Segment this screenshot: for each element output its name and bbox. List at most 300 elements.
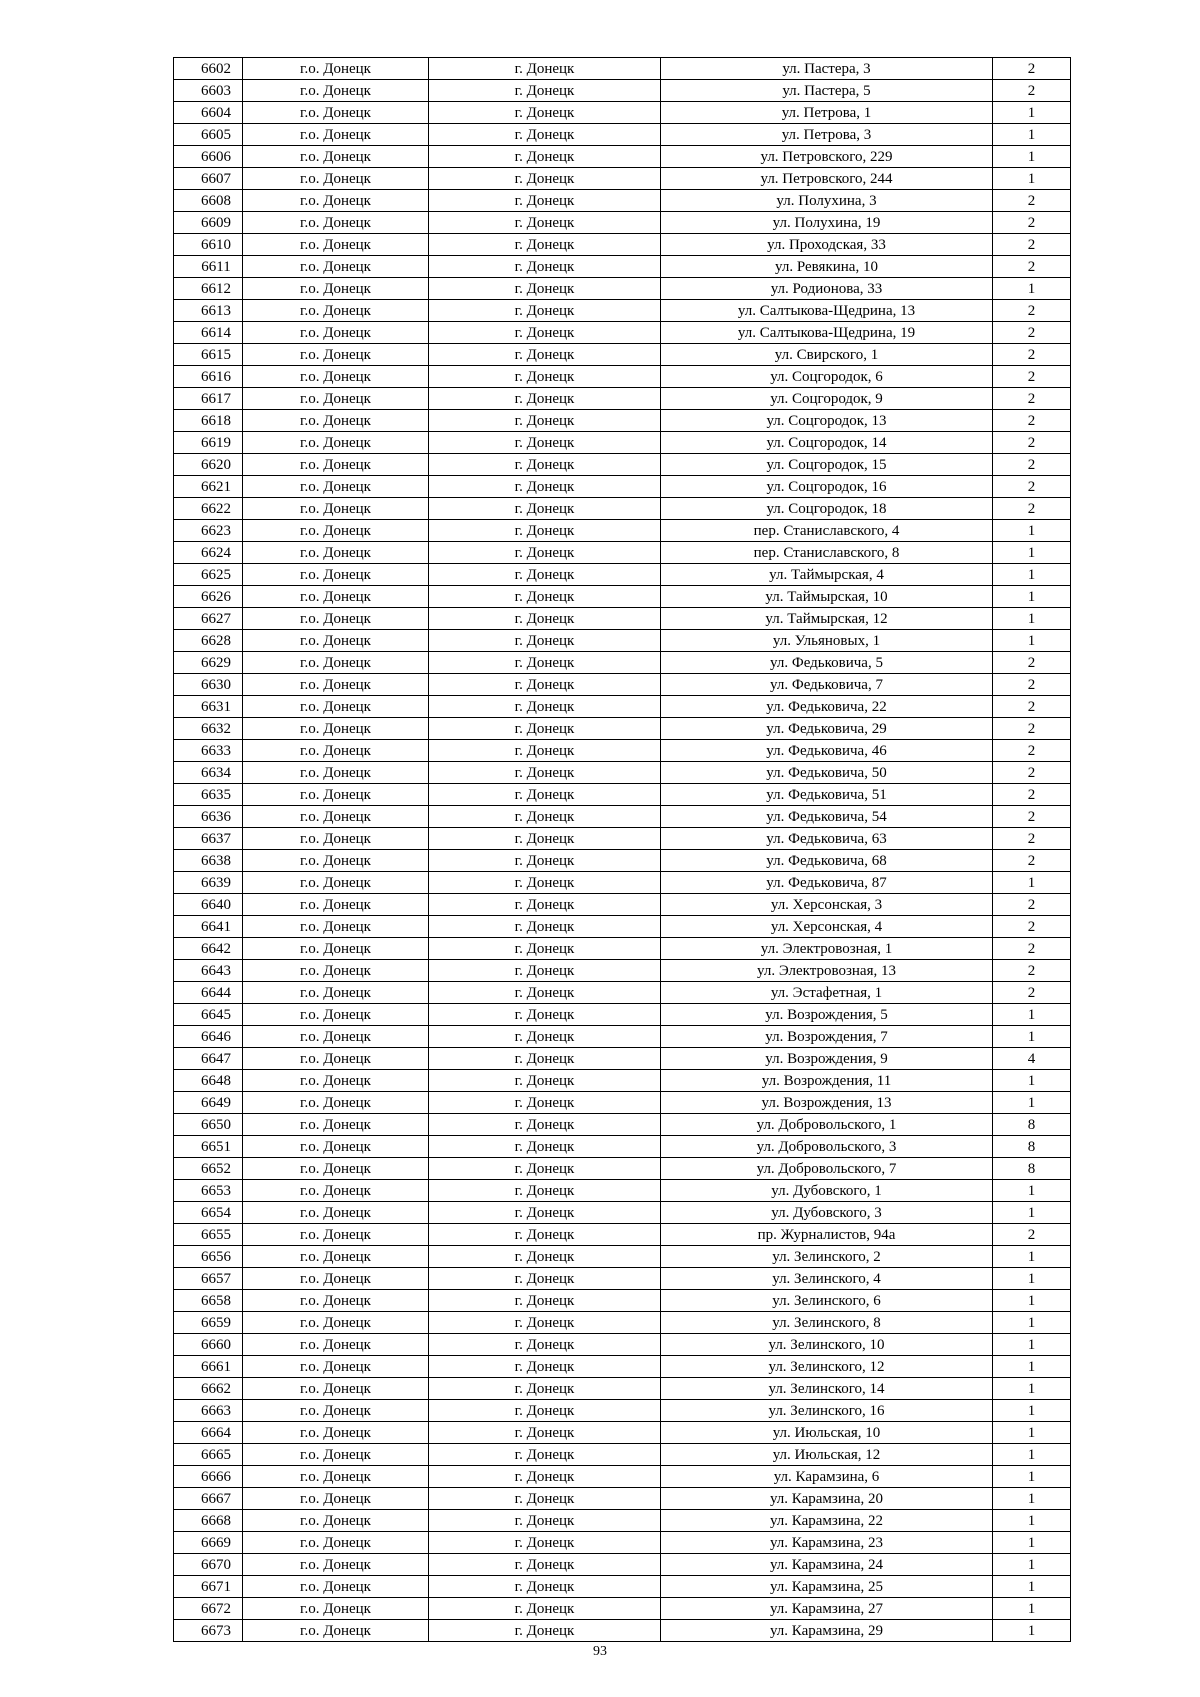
count-cell: 2 — [993, 850, 1071, 872]
settlement-cell: г. Донецк — [429, 630, 661, 652]
row-number-cell: 6668 — [174, 1510, 243, 1532]
settlement-cell: г. Донецк — [429, 938, 661, 960]
table-row — [174, 1576, 1071, 1598]
street-address-cell: ул. Зелинского, 12 — [661, 1356, 993, 1378]
count-cell: 1 — [993, 1092, 1071, 1114]
street-address-cell: ул. Добровольского, 1 — [661, 1114, 993, 1136]
table-row — [174, 212, 1071, 234]
municipal-district-cell: г.о. Донецк — [243, 454, 429, 476]
street-address-cell: ул. Петрова, 3 — [661, 124, 993, 146]
municipal-district-cell: г.о. Донецк — [243, 1532, 429, 1554]
row-number-cell: 6606 — [174, 146, 243, 168]
table-row — [174, 872, 1071, 894]
street-address-cell: ул. Ульяновых, 1 — [661, 630, 993, 652]
count-cell: 1 — [993, 1444, 1071, 1466]
count-cell: 2 — [993, 256, 1071, 278]
settlement-cell: г. Донецк — [429, 1290, 661, 1312]
row-number-cell: 6622 — [174, 498, 243, 520]
municipal-district-cell: г.о. Донецк — [243, 784, 429, 806]
table-row — [174, 564, 1071, 586]
table-row — [174, 498, 1071, 520]
settlement-cell: г. Донецк — [429, 520, 661, 542]
table-row — [174, 190, 1071, 212]
street-address-cell: ул. Карамзина, 20 — [661, 1488, 993, 1510]
settlement-cell: г. Донецк — [429, 872, 661, 894]
count-cell: 2 — [993, 938, 1071, 960]
street-address-cell: ул. Электровозная, 13 — [661, 960, 993, 982]
table-row — [174, 1268, 1071, 1290]
table-row — [174, 1356, 1071, 1378]
table-row — [174, 80, 1071, 102]
row-number-cell: 6613 — [174, 300, 243, 322]
count-cell: 1 — [993, 872, 1071, 894]
count-cell: 2 — [993, 784, 1071, 806]
table-row — [174, 322, 1071, 344]
municipal-district-cell: г.о. Донецк — [243, 872, 429, 894]
row-number-cell: 6607 — [174, 168, 243, 190]
municipal-district-cell: г.о. Донецк — [243, 476, 429, 498]
table-row — [174, 630, 1071, 652]
settlement-cell: г. Донецк — [429, 1444, 661, 1466]
row-number-cell: 6616 — [174, 366, 243, 388]
count-cell: 2 — [993, 960, 1071, 982]
settlement-cell: г. Донецк — [429, 828, 661, 850]
count-cell: 2 — [993, 388, 1071, 410]
municipal-district-cell: г.о. Донецк — [243, 1202, 429, 1224]
municipal-district-cell: г.о. Донецк — [243, 1400, 429, 1422]
street-address-cell: ул. Родионова, 33 — [661, 278, 993, 300]
count-cell: 2 — [993, 674, 1071, 696]
street-address-cell: ул. Возрождения, 11 — [661, 1070, 993, 1092]
municipal-district-cell: г.о. Донецк — [243, 718, 429, 740]
municipal-district-cell: г.о. Донецк — [243, 1510, 429, 1532]
municipal-district-cell: г.о. Донецк — [243, 938, 429, 960]
row-number-cell: 6630 — [174, 674, 243, 696]
table-row — [174, 542, 1071, 564]
settlement-cell: г. Донецк — [429, 146, 661, 168]
settlement-cell: г. Донецк — [429, 1620, 661, 1642]
street-address-cell: ул. Федьковича, 7 — [661, 674, 993, 696]
row-number-cell: 6669 — [174, 1532, 243, 1554]
settlement-cell: г. Донецк — [429, 1158, 661, 1180]
street-address-cell: ул. Дубовского, 1 — [661, 1180, 993, 1202]
table-row — [174, 454, 1071, 476]
row-number-cell: 6640 — [174, 894, 243, 916]
row-number-cell: 6618 — [174, 410, 243, 432]
street-address-cell: ул. Херсонская, 3 — [661, 894, 993, 916]
settlement-cell: г. Донецк — [429, 124, 661, 146]
address-table-body — [174, 58, 1071, 1642]
table-row — [174, 1510, 1071, 1532]
row-number-cell: 6662 — [174, 1378, 243, 1400]
table-row — [174, 1378, 1071, 1400]
table-row — [174, 608, 1071, 630]
settlement-cell: г. Донецк — [429, 388, 661, 410]
settlement-cell: г. Донецк — [429, 542, 661, 564]
table-row — [174, 1488, 1071, 1510]
row-number-cell: 6667 — [174, 1488, 243, 1510]
row-number-cell: 6602 — [174, 58, 243, 80]
municipal-district-cell: г.о. Донецк — [243, 916, 429, 938]
settlement-cell: г. Донецк — [429, 1532, 661, 1554]
row-number-cell: 6631 — [174, 696, 243, 718]
street-address-cell: ул. Петровского, 229 — [661, 146, 993, 168]
table-row — [174, 674, 1071, 696]
street-address-cell: ул. Карамзина, 24 — [661, 1554, 993, 1576]
row-number-cell: 6610 — [174, 234, 243, 256]
street-address-cell: ул. Федьковича, 51 — [661, 784, 993, 806]
street-address-cell: ул. Таймырская, 10 — [661, 586, 993, 608]
municipal-district-cell: г.о. Донецк — [243, 1334, 429, 1356]
table-row — [174, 960, 1071, 982]
count-cell: 1 — [993, 630, 1071, 652]
settlement-cell: г. Донецк — [429, 1114, 661, 1136]
count-cell: 1 — [993, 278, 1071, 300]
row-number-cell: 6672 — [174, 1598, 243, 1620]
settlement-cell: г. Донецк — [429, 1246, 661, 1268]
table-row — [174, 1004, 1071, 1026]
municipal-district-cell: г.о. Донецк — [243, 234, 429, 256]
municipal-district-cell: г.о. Донецк — [243, 608, 429, 630]
row-number-cell: 6645 — [174, 1004, 243, 1026]
street-address-cell: пер. Станиславского, 4 — [661, 520, 993, 542]
settlement-cell: г. Донецк — [429, 1422, 661, 1444]
municipal-district-cell: г.о. Донецк — [243, 696, 429, 718]
count-cell: 1 — [993, 1532, 1071, 1554]
street-address-cell: ул. Петрова, 1 — [661, 102, 993, 124]
table-row — [174, 1202, 1071, 1224]
street-address-cell: ул. Зелинского, 10 — [661, 1334, 993, 1356]
row-number-cell: 6636 — [174, 806, 243, 828]
municipal-district-cell: г.о. Донецк — [243, 432, 429, 454]
settlement-cell: г. Донецк — [429, 498, 661, 520]
street-address-cell: ул. Полухина, 3 — [661, 190, 993, 212]
municipal-district-cell: г.о. Донецк — [243, 652, 429, 674]
street-address-cell: ул. Федьковича, 46 — [661, 740, 993, 762]
municipal-district-cell: г.о. Донецк — [243, 1246, 429, 1268]
street-address-cell: ул. Проходская, 33 — [661, 234, 993, 256]
row-number-cell: 6611 — [174, 256, 243, 278]
address-table — [173, 57, 1071, 1642]
row-number-cell: 6617 — [174, 388, 243, 410]
table-row — [174, 1422, 1071, 1444]
municipal-district-cell: г.о. Донецк — [243, 674, 429, 696]
table-row — [174, 1224, 1071, 1246]
settlement-cell: г. Донецк — [429, 278, 661, 300]
row-number-cell: 6651 — [174, 1136, 243, 1158]
table-row — [174, 850, 1071, 872]
row-number-cell: 6633 — [174, 740, 243, 762]
settlement-cell: г. Донецк — [429, 696, 661, 718]
street-address-cell: ул. Федьковича, 63 — [661, 828, 993, 850]
settlement-cell: г. Донецк — [429, 476, 661, 498]
settlement-cell: г. Донецк — [429, 1400, 661, 1422]
street-address-cell: ул. Карамзина, 25 — [661, 1576, 993, 1598]
count-cell: 1 — [993, 1290, 1071, 1312]
row-number-cell: 6604 — [174, 102, 243, 124]
table-row — [174, 278, 1071, 300]
municipal-district-cell: г.о. Донецк — [243, 344, 429, 366]
municipal-district-cell: г.о. Донецк — [243, 520, 429, 542]
row-number-cell: 6626 — [174, 586, 243, 608]
street-address-cell: ул. Карамзина, 6 — [661, 1466, 993, 1488]
municipal-district-cell: г.о. Донецк — [243, 1026, 429, 1048]
municipal-district-cell: г.о. Донецк — [243, 740, 429, 762]
street-address-cell: ул. Эстафетная, 1 — [661, 982, 993, 1004]
municipal-district-cell: г.о. Донецк — [243, 960, 429, 982]
street-address-cell: ул. Возрождения, 5 — [661, 1004, 993, 1026]
table-row — [174, 410, 1071, 432]
settlement-cell: г. Донецк — [429, 102, 661, 124]
municipal-district-cell: г.о. Донецк — [243, 278, 429, 300]
count-cell: 1 — [993, 520, 1071, 542]
row-number-cell: 6628 — [174, 630, 243, 652]
municipal-district-cell: г.о. Донецк — [243, 1092, 429, 1114]
row-number-cell: 6625 — [174, 564, 243, 586]
count-cell: 1 — [993, 1026, 1071, 1048]
count-cell: 1 — [993, 1268, 1071, 1290]
settlement-cell: г. Донецк — [429, 1312, 661, 1334]
table-row — [174, 1312, 1071, 1334]
count-cell: 2 — [993, 652, 1071, 674]
settlement-cell: г. Донецк — [429, 366, 661, 388]
street-address-cell: ул. Федьковича, 87 — [661, 872, 993, 894]
page-number: 93 — [593, 1644, 607, 1659]
count-cell: 2 — [993, 300, 1071, 322]
count-cell: 1 — [993, 124, 1071, 146]
municipal-district-cell: г.о. Донецк — [243, 190, 429, 212]
row-number-cell: 6655 — [174, 1224, 243, 1246]
count-cell: 1 — [993, 168, 1071, 190]
row-number-cell: 6658 — [174, 1290, 243, 1312]
street-address-cell: ул. Соцгородок, 6 — [661, 366, 993, 388]
row-number-cell: 6657 — [174, 1268, 243, 1290]
count-cell: 8 — [993, 1158, 1071, 1180]
row-number-cell: 6612 — [174, 278, 243, 300]
street-address-cell: ул. Зелинского, 2 — [661, 1246, 993, 1268]
row-number-cell: 6671 — [174, 1576, 243, 1598]
row-number-cell: 6666 — [174, 1466, 243, 1488]
row-number-cell: 6605 — [174, 124, 243, 146]
street-address-cell: ул. Таймырская, 12 — [661, 608, 993, 630]
municipal-district-cell: г.о. Донецк — [243, 1620, 429, 1642]
table-row — [174, 300, 1071, 322]
settlement-cell: г. Донецк — [429, 190, 661, 212]
street-address-cell: ул. Июльская, 12 — [661, 1444, 993, 1466]
municipal-district-cell: г.о. Донецк — [243, 828, 429, 850]
count-cell: 1 — [993, 1620, 1071, 1642]
settlement-cell: г. Донецк — [429, 608, 661, 630]
count-cell: 2 — [993, 696, 1071, 718]
municipal-district-cell: г.о. Донецк — [243, 1378, 429, 1400]
settlement-cell: г. Донецк — [429, 344, 661, 366]
municipal-district-cell: г.о. Донецк — [243, 630, 429, 652]
street-address-cell: ул. Федьковича, 50 — [661, 762, 993, 784]
table-row — [174, 1598, 1071, 1620]
row-number-cell: 6648 — [174, 1070, 243, 1092]
settlement-cell: г. Донецк — [429, 674, 661, 696]
count-cell: 2 — [993, 828, 1071, 850]
settlement-cell: г. Донецк — [429, 300, 661, 322]
settlement-cell: г. Донецк — [429, 1378, 661, 1400]
table-row — [174, 586, 1071, 608]
street-address-cell: ул. Июльская, 10 — [661, 1422, 993, 1444]
count-cell: 1 — [993, 1488, 1071, 1510]
count-cell: 2 — [993, 718, 1071, 740]
row-number-cell: 6670 — [174, 1554, 243, 1576]
row-number-cell: 6635 — [174, 784, 243, 806]
row-number-cell: 6614 — [174, 322, 243, 344]
municipal-district-cell: г.о. Донецк — [243, 1180, 429, 1202]
municipal-district-cell: г.о. Донецк — [243, 894, 429, 916]
street-address-cell: ул. Зелинского, 14 — [661, 1378, 993, 1400]
row-number-cell: 6632 — [174, 718, 243, 740]
municipal-district-cell: г.о. Донецк — [243, 1290, 429, 1312]
street-address-cell: ул. Карамзина, 29 — [661, 1620, 993, 1642]
count-cell: 1 — [993, 1576, 1071, 1598]
municipal-district-cell: г.о. Донецк — [243, 212, 429, 234]
count-cell: 1 — [993, 1466, 1071, 1488]
count-cell: 1 — [993, 564, 1071, 586]
count-cell: 1 — [993, 1554, 1071, 1576]
municipal-district-cell: г.о. Донецк — [243, 256, 429, 278]
row-number-cell: 6665 — [174, 1444, 243, 1466]
row-number-cell: 6646 — [174, 1026, 243, 1048]
settlement-cell: г. Донецк — [429, 432, 661, 454]
municipal-district-cell: г.о. Донецк — [243, 322, 429, 344]
count-cell: 1 — [993, 1356, 1071, 1378]
count-cell: 1 — [993, 608, 1071, 630]
settlement-cell: г. Донецк — [429, 916, 661, 938]
row-number-cell: 6638 — [174, 850, 243, 872]
count-cell: 1 — [993, 146, 1071, 168]
count-cell: 1 — [993, 586, 1071, 608]
street-address-cell: ул. Карамзина, 22 — [661, 1510, 993, 1532]
street-address-cell: ул. Возрождения, 7 — [661, 1026, 993, 1048]
row-number-cell: 6653 — [174, 1180, 243, 1202]
street-address-cell: ул. Карамзина, 27 — [661, 1598, 993, 1620]
settlement-cell: г. Донецк — [429, 1092, 661, 1114]
settlement-cell: г. Донецк — [429, 1224, 661, 1246]
row-number-cell: 6652 — [174, 1158, 243, 1180]
settlement-cell: г. Донецк — [429, 1202, 661, 1224]
table-row — [174, 344, 1071, 366]
settlement-cell: г. Донецк — [429, 982, 661, 1004]
count-cell: 8 — [993, 1114, 1071, 1136]
street-address-cell: ул. Ревякина, 10 — [661, 256, 993, 278]
count-cell: 1 — [993, 1004, 1071, 1026]
street-address-cell: ул. Электровозная, 1 — [661, 938, 993, 960]
row-number-cell: 6661 — [174, 1356, 243, 1378]
municipal-district-cell: г.о. Донецк — [243, 1598, 429, 1620]
row-number-cell: 6650 — [174, 1114, 243, 1136]
settlement-cell: г. Донецк — [429, 1488, 661, 1510]
row-number-cell: 6641 — [174, 916, 243, 938]
municipal-district-cell: г.о. Донецк — [243, 1048, 429, 1070]
street-address-cell: ул. Пастера, 3 — [661, 58, 993, 80]
street-address-cell: ул. Херсонская, 4 — [661, 916, 993, 938]
row-number-cell: 6634 — [174, 762, 243, 784]
table-row — [174, 762, 1071, 784]
table-row — [174, 1554, 1071, 1576]
municipal-district-cell: г.о. Донецк — [243, 1070, 429, 1092]
table-row — [174, 938, 1071, 960]
count-cell: 8 — [993, 1136, 1071, 1158]
row-number-cell: 6673 — [174, 1620, 243, 1642]
count-cell: 1 — [993, 1334, 1071, 1356]
table-row — [174, 1444, 1071, 1466]
settlement-cell: г. Донецк — [429, 850, 661, 872]
settlement-cell: г. Донецк — [429, 740, 661, 762]
street-address-cell: пер. Станиславского, 8 — [661, 542, 993, 564]
street-address-cell: ул. Салтыкова-Щедрина, 13 — [661, 300, 993, 322]
table-row — [174, 1158, 1071, 1180]
row-number-cell: 6620 — [174, 454, 243, 476]
count-cell: 2 — [993, 234, 1071, 256]
settlement-cell: г. Донецк — [429, 1334, 661, 1356]
municipal-district-cell: г.о. Донецк — [243, 982, 429, 1004]
street-address-cell: ул. Таймырская, 4 — [661, 564, 993, 586]
municipal-district-cell: г.о. Донецк — [243, 102, 429, 124]
table-row — [174, 124, 1071, 146]
count-cell: 1 — [993, 1246, 1071, 1268]
table-row — [174, 1466, 1071, 1488]
count-cell: 2 — [993, 344, 1071, 366]
municipal-district-cell: г.о. Донецк — [243, 1312, 429, 1334]
municipal-district-cell: г.о. Донецк — [243, 388, 429, 410]
street-address-cell: ул. Возрождения, 9 — [661, 1048, 993, 1070]
street-address-cell: ул. Соцгородок, 13 — [661, 410, 993, 432]
count-cell: 2 — [993, 190, 1071, 212]
street-address-cell: ул. Салтыкова-Щедрина, 19 — [661, 322, 993, 344]
municipal-district-cell: г.о. Донецк — [243, 58, 429, 80]
settlement-cell: г. Донецк — [429, 762, 661, 784]
table-row — [174, 696, 1071, 718]
street-address-cell: ул. Федьковича, 5 — [661, 652, 993, 674]
street-address-cell: ул. Зелинского, 8 — [661, 1312, 993, 1334]
table-row — [174, 740, 1071, 762]
municipal-district-cell: г.о. Донецк — [243, 410, 429, 432]
row-number-cell: 6619 — [174, 432, 243, 454]
settlement-cell: г. Донецк — [429, 652, 661, 674]
municipal-district-cell: г.о. Донецк — [243, 1114, 429, 1136]
municipal-district-cell: г.о. Донецк — [243, 586, 429, 608]
street-address-cell: ул. Федьковича, 22 — [661, 696, 993, 718]
count-cell: 1 — [993, 1180, 1071, 1202]
table-row — [174, 234, 1071, 256]
settlement-cell: г. Донецк — [429, 1576, 661, 1598]
municipal-district-cell: г.о. Донецк — [243, 1422, 429, 1444]
municipal-district-cell: г.о. Донецк — [243, 1554, 429, 1576]
row-number-cell: 6644 — [174, 982, 243, 1004]
row-number-cell: 6603 — [174, 80, 243, 102]
street-address-cell: ул. Дубовского, 3 — [661, 1202, 993, 1224]
count-cell: 1 — [993, 1378, 1071, 1400]
row-number-cell: 6660 — [174, 1334, 243, 1356]
settlement-cell: г. Донецк — [429, 1004, 661, 1026]
street-address-cell: ул. Соцгородок, 9 — [661, 388, 993, 410]
row-number-cell: 6656 — [174, 1246, 243, 1268]
table-row — [174, 1114, 1071, 1136]
table-row — [174, 828, 1071, 850]
row-number-cell: 6664 — [174, 1422, 243, 1444]
table-row — [174, 476, 1071, 498]
municipal-district-cell: г.о. Донецк — [243, 542, 429, 564]
row-number-cell: 6639 — [174, 872, 243, 894]
street-address-cell: ул. Федьковича, 29 — [661, 718, 993, 740]
settlement-cell: г. Донецк — [429, 1136, 661, 1158]
settlement-cell: г. Донецк — [429, 58, 661, 80]
